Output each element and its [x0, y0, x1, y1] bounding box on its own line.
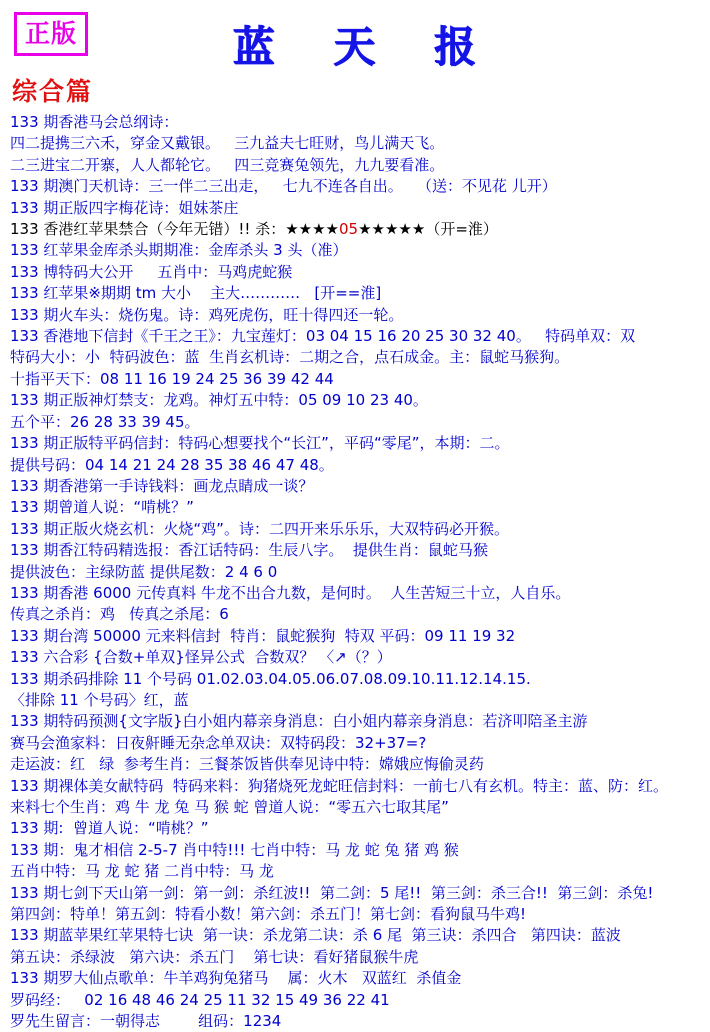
content-line: 133 香港地下信封《千王之王》：九宝莲灯：03 04 15 16 20 25 30 32 40。 特码单双：双: [10, 327, 636, 346]
authentic-badge: 正版: [14, 12, 88, 56]
content-line: 133 期香港 6000 元传真料 牛龙不出合九数，是何时。 人生苦短三十立，人自乐。: [10, 583, 571, 602]
page-header: [8, 6, 702, 71]
content-line: 133 期曾道人说：“啃桃？”: [10, 498, 194, 517]
content-line: 133 期火车头：烧伤鬼。诗：鸡死虎伤，旺十得四还一轮。: [10, 305, 404, 324]
stars-number: 05: [339, 220, 359, 239]
content-line: 罗码经： 02 16 48 46 24 25 11 32 15 49 36 22 41: [10, 990, 390, 1009]
content-line: 133 期: 曾道人说：“啃桃？”: [10, 819, 209, 838]
stars-right: ★★★★★: [358, 220, 426, 239]
page-title: 蓝 天 报: [232, 22, 498, 71]
content-line: 133 期蓝苹果红苹果特七诀 第一诀：杀龙第二诀：杀 6 尾 第三诀：杀四合 第四诀：蓝波: [10, 926, 621, 945]
content-line: 来料七个生肖：鸡 牛 龙 兔 马 猴 蛇 曾道人说：“零五六七取其尾”: [10, 798, 449, 816]
content-line: 133 期杀码排除 11 个号码 01.02.03.04.05.06.07.08.09.10.11.12.14.15.: [10, 669, 531, 688]
content-line: 十指平天下：08 11 16 19 24 25 36 39 42 44: [10, 369, 334, 388]
content-line: 133 期香港马会总纲诗：: [10, 113, 179, 131]
stars-suffix: （开=淮）: [425, 220, 498, 239]
content-line: 走运波：红 绿 参考生肖：三餐茶饭皆供奉见诗中特：嫦娥应悔偷灵药: [10, 755, 484, 774]
content-line: 罗先生留言：一朝得志 组码：1234: [10, 1012, 282, 1031]
content-line: 提供波色：主绿防蓝 提供尾数：2 4 6 0: [10, 562, 278, 581]
content-line: 133 期台湾 50000 元来料信封 特肖：鼠蛇猴狗 特双 平码：09 11 19 32: [10, 626, 516, 645]
content-line: 第四剑：特单！第五剑：特看小数！第六剑：杀五门！第七剑：看狗鼠马牛鸡!: [10, 905, 527, 924]
content-line: 二三进宝二开寨，人人都轮它。 四三竞赛兔领先，九九要看准。: [10, 155, 445, 174]
content-line: 133 期香江特码精选报：香江话特码：生辰八字。 提供生肖：鼠蛇马猴: [10, 541, 488, 560]
content-line: 133 期裸体美女献特码 特码来料：狗猪烧死龙蛇旺信封料：一前七八有玄机。特主：蓝、防：红。: [10, 776, 668, 795]
content-line: 133 期七剑下天山第一剑：第一剑：杀红波!! 第二剑：5 尾!! 第三剑：杀三合!! 第三剑：杀兔!: [10, 883, 654, 902]
content-line: 133 红苹果※期期 tm 大小 主大………… [开==淮]: [10, 284, 382, 303]
content-line: 五个平：26 28 33 39 45。: [10, 412, 200, 431]
content-line: 133 期正版特平码信封：特码心想要找个“长江”，平码“零尾”，本期：二。: [10, 434, 510, 453]
content-line: 第五诀：杀绿波 第六诀：杀五门 第七诀：看好猪鼠猴牛虎: [10, 947, 419, 966]
content-lines: [8, 112, 702, 1032]
content-line: 133 期正版神灯禁支：龙鸡。神灯五中特：05 09 10 23 40。: [10, 391, 428, 410]
section-title: 综合篇: [12, 77, 94, 106]
content-line: 133 六合彩 {合数+单双}怪异公式 合数双？ 〈↗（？）: [10, 648, 392, 667]
content-line: 133 期罗大仙点歌单：牛羊鸡狗兔猪马 属：火木 双蓝红 杀值金: [10, 969, 462, 988]
content-line: 133 博特码大公开 五肖中：马鸡虎蛇猴: [10, 262, 293, 281]
content-line: 133 期：鬼才相信 2-5-7 肖中特!!! 七肖中特：马 龙 蛇 兔 猪 鸡 猴: [10, 840, 459, 859]
content-line: 133 期香港第一手诗钱料：画龙点睛成一谈？: [10, 476, 314, 495]
content-line: 提供号码：04 14 21 24 28 35 38 46 47 48。: [10, 455, 334, 474]
content-line: 〈排除 11 个号码〉红，蓝: [10, 690, 189, 709]
stars-prefix: 133 香港红苹果禁合（今年无错）!! 杀：: [10, 220, 286, 239]
content-line: 五肖中特：马 龙 蛇 猪 二肖中特：马 龙: [10, 862, 274, 881]
content-line: 133 期特码预测{文字版}白小姐内幕亲身消息：白小姐内幕亲身消息：若济叩陪圣主游: [10, 712, 588, 731]
content-line: 133 红苹果金库杀头期期准：金库杀头 3 头（准）: [10, 241, 348, 260]
content-line: 特码大小：小 特码波色：蓝 生肖玄机诗：二期之合，点石成金。主：鼠蛇马猴狗。: [10, 348, 570, 367]
content-line-stars: [10, 219, 702, 240]
content-line: 四二提携三六禾，穿金又戴银。 三九益夫七旺财，鸟儿满天飞。: [10, 134, 445, 153]
content-line: 赛马会渔家料：日夜鼾睡无杂念单双诀：双特码段：32+37=?: [10, 733, 427, 752]
content-line: 133 期正版火烧玄机：火烧“鸡”。诗：二四开来乐乐乐，大双特码必开猴。: [10, 519, 509, 538]
content-line: 传真之杀肖：鸡 传真之杀尾：6: [10, 605, 229, 624]
stars-left: ★★★★: [285, 220, 339, 239]
content-line: 133 期澳门天机诗：三一伴二三出走， 七九不连各自出。 （送：不见花 儿开）: [10, 177, 557, 196]
content-line: 133 期正版四字梅花诗：姐妹茶庄: [10, 198, 239, 217]
